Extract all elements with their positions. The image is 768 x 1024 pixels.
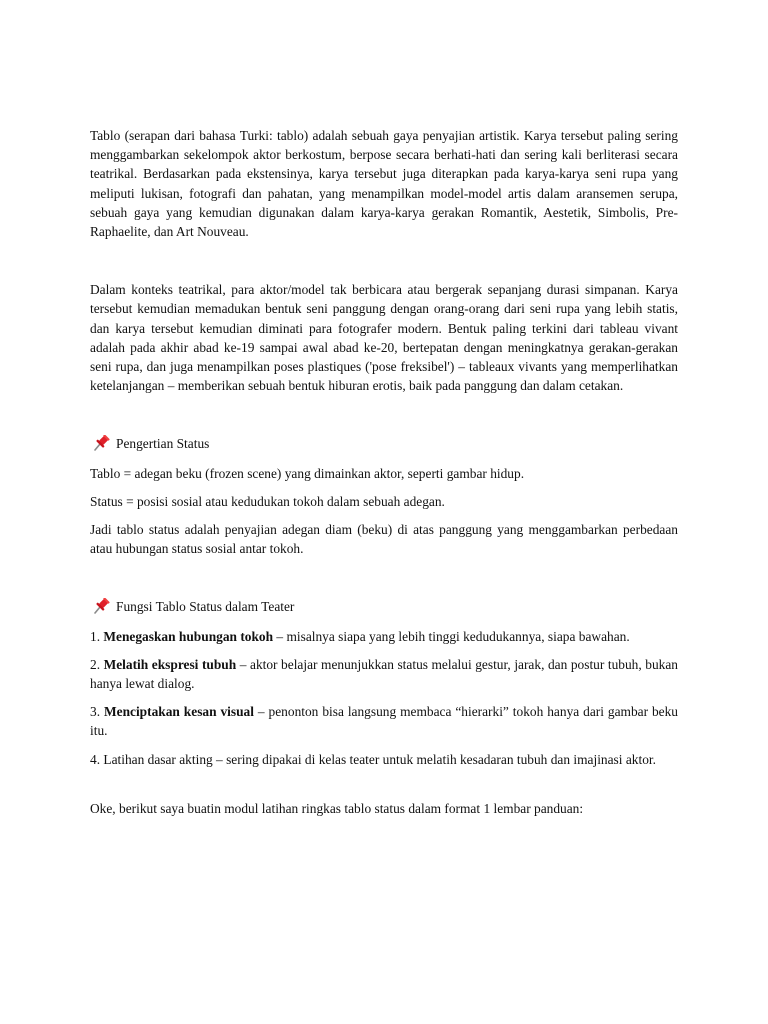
definition-status: Status = posisi sosial atau kedudukan tokoh dalam sebuah adegan.: [90, 493, 445, 509]
spacer: [90, 741, 678, 750]
list-item-2: [90, 655, 678, 693]
spacer: [90, 693, 678, 702]
definition-tablo-status: Jadi tablo status adalah penyajian adegan diam (beku) di atas panggung yang menggambarkan perbedaan atau hubungan status sosial antar tokoh.: [90, 522, 678, 557]
list-number: 2.: [90, 656, 104, 672]
spacer: [90, 558, 678, 597]
list-item-text: 4. Latihan dasar akting – sering dipakai di kelas teater untuk melatih kesadaran tubuh dan imajinasi aktor.: [90, 751, 656, 767]
spacer: [90, 511, 678, 520]
section-heading-text: Fungsi Tablo Status dalam Teater: [116, 599, 295, 615]
paragraph-tablo-definition: Tablo (serapan dari bahasa Turki: tablo) adalah sebuah gaya penyajian artistik. Karya tersebut paling sering menggambarkan sekelompok aktor berkostum, berpose secara berhati-hati dan sering kali berliterasi secara teatrikal. Berdasarkan pada ekstensinya, karya tersebut juga diterapkan pada karya-karya seni rupa yang meliputi lukisan, fotografi dan pahatan, yang menampilkan model-model artis dalam aransemen serupa, sebuah gaya yang kemudian digunakan dalam karya-karya gerakan Romantik, Aestetik, Simbolis, Pre-Raphaelite, dan Art Nouveau.: [90, 128, 678, 240]
spacer: [90, 646, 678, 655]
list-number: 3.: [90, 704, 104, 720]
closing-paragraph: Oke, berikut saya buatin modul latihan ringkas tablo status dalam format 1 lembar panduan:: [90, 800, 584, 816]
list-number: 1.: [90, 628, 104, 644]
list-item-text: – aktor belajar menunjukkan status melalui gestur, jarak, dan postur tubuh, bukan hanya lewat dialog.: [90, 656, 679, 692]
spacer: [90, 769, 678, 799]
document-body: [90, 126, 678, 818]
list-item-text: – misalnya siapa yang lebih tinggi kedudukannya, siapa bawahan.: [273, 628, 630, 644]
spacer: [90, 454, 678, 464]
list-item-bold: Menegaskan hubungan tokoh: [103, 628, 274, 644]
spacer: [90, 395, 678, 434]
paragraph-theatrical-context: Dalam konteks teatrikal, para aktor/model tak berbicara atau bergerak sepanjang durasi simpanan. Karya tersebut kemudian memadukan bentuk seni panggung dengan orang-orang dari seni rupa yang lebih statis, dan karya tersebut kemudian diminati para fotografer modern. Bentuk paling terkini dari tableau vivant adalah pada akhir abad ke-19 sampai awal abad ke-20, bertepatan dengan meningkatnya gerakan-gerakan seni rupa, dan juga menampilkan poses plastiques ('pose freksibel') – tableaux vivants yang memperlihatkan ketelanjangan – memberikan sebuah bentuk hiburan erotis, baik pada panggung dan dalam cetakan.: [90, 282, 678, 394]
list-item-bold: Melatih ekspresi tubuh: [103, 656, 237, 672]
list-item-4: [90, 750, 678, 769]
section-heading-text: Pengertian Status: [116, 436, 210, 452]
section-heading-pengertian-status: [90, 434, 678, 453]
section-heading-fungsi-tablo: [90, 597, 678, 616]
list-item-text: – penonton bisa langsung membaca “hierarki” tokoh hanya dari gambar beku itu.: [90, 704, 679, 739]
spacer: [90, 483, 678, 492]
list-item-1: [90, 627, 678, 646]
pushpin-icon: [92, 435, 110, 451]
definition-tablo: Tablo = adegan beku (frozen scene) yang dimainkan aktor, seperti gambar hidup.: [90, 465, 525, 481]
spacer: [90, 241, 678, 280]
list-item-bold: Menciptakan kesan visual: [103, 704, 254, 720]
spacer: [90, 617, 678, 627]
pushpin-icon: [92, 598, 110, 614]
list-item-3: [90, 702, 678, 740]
